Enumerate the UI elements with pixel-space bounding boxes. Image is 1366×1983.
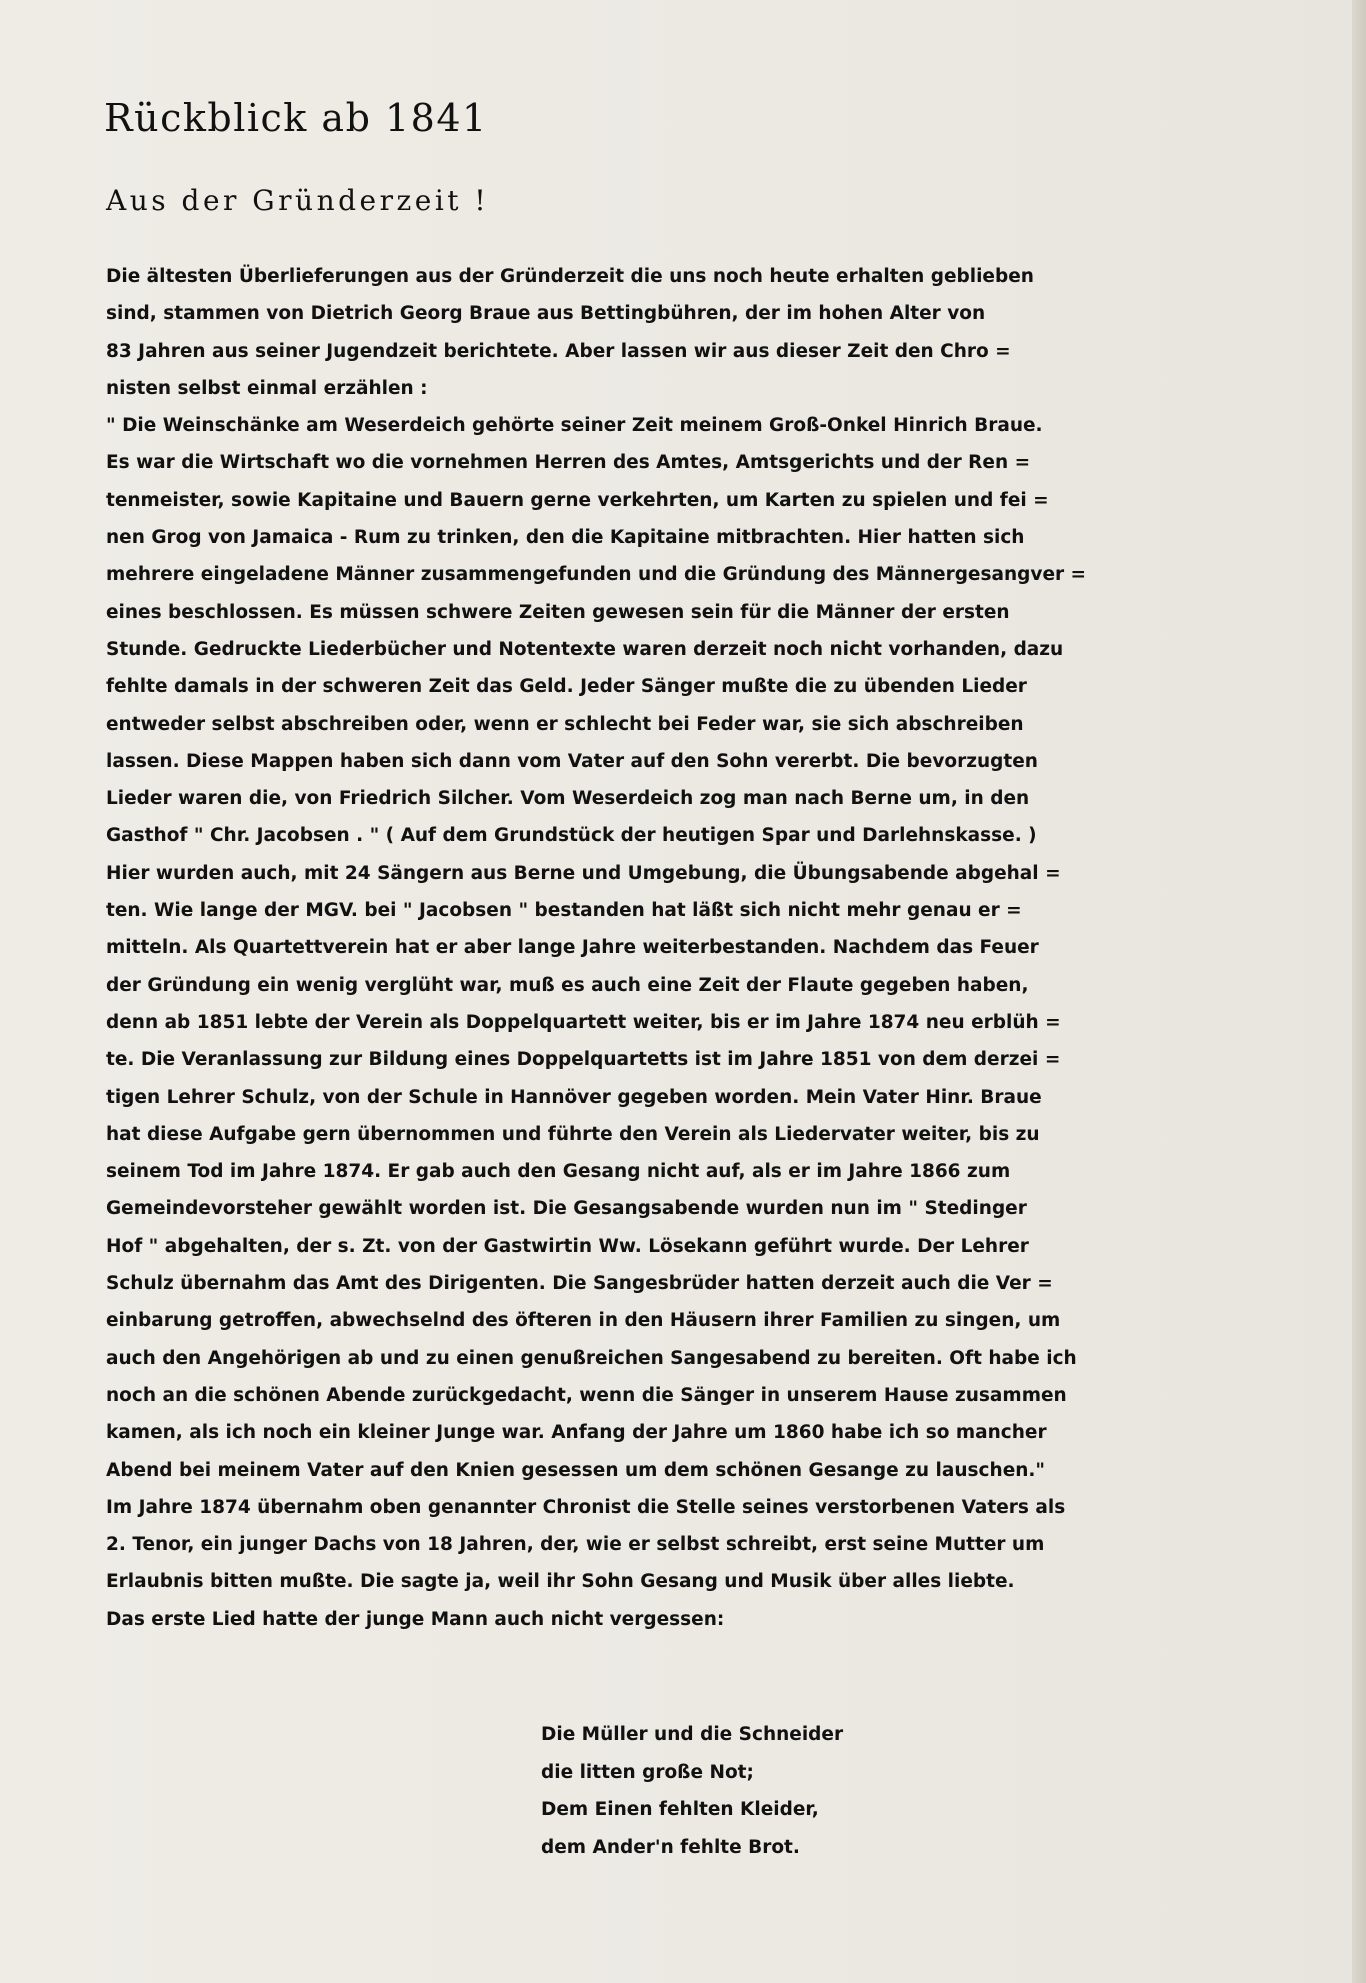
text-line: Lieder waren die, von Friedrich Silcher. Vom Weserdeich zog man nach Berne um, in den	[106, 788, 1030, 810]
text-line: Gemeindevorsteher gewählt worden ist. Die Gesangsabende wurden nun im " Stedinger	[106, 1198, 1027, 1220]
text-line: Im Jahre 1874 übernahm oben genannter Chronist die Stelle seines verstorbenen Vaters als	[106, 1496, 1066, 1518]
text-line: mitteln. Als Quartettverein hat er aber lange Jahre weiterbestanden. Nachdem das Feuer	[106, 937, 1039, 959]
text-line: kamen, als ich noch ein kleiner Junge war. Anfang der Jahre um 1860 habe ich so mancher	[106, 1422, 1047, 1444]
text-line: seinem Tod im Jahre 1874. Er gab auch den Gesang nicht auf, als er im Jahre 1866 zum	[106, 1161, 1011, 1183]
text-line: sind, stammen von Dietrich Georg Braue aus Bettingbühren, der im hohen Alter von	[106, 303, 986, 325]
text-line: Schulz übernahm das Amt des Dirigenten. Die Sangesbrüder hatten derzeit auch die Ver =	[106, 1273, 1053, 1295]
section-subtitle: Aus der Gründerzeit !	[106, 184, 490, 217]
text-line: eines beschlossen. Es müssen schwere Zeiten gewesen sein für die Männer der ersten	[106, 601, 1010, 623]
text-line: hat diese Aufgabe gern übernommen und führte den Verein als Liedervater weiter, bis zu	[106, 1123, 1040, 1145]
text-line: lassen. Diese Mappen haben sich dann vom Vater auf den Sohn vererbt. Die bevorzugten	[106, 750, 1038, 772]
text-line: einbarung getroffen, abwechselnd des öfteren in den Häusern ihrer Familien zu singen, um	[106, 1310, 1061, 1332]
text-line: der Gründung ein wenig verglüht war, muß es auch eine Zeit der Flaute gegeben haben,	[106, 974, 1029, 996]
text-line: te. Die Veranlassung zur Bildung eines Doppelquartetts ist im Jahre 1851 von dem derzei =	[106, 1049, 1061, 1071]
body-text	[106, 258, 1358, 1638]
text-line: Abend bei meinem Vater auf den Knien gesessen um dem schönen Gesange zu lauschen."	[106, 1459, 1046, 1481]
poem-line: Dem Einen fehlten Kleider,	[541, 1799, 819, 1820]
poem-line: dem Ander'n fehlte Brot.	[541, 1836, 800, 1858]
text-line: 83 Jahren aus seiner Jugendzeit berichtete. Aber lassen wir aus dieser Zeit den Chro =	[106, 340, 1011, 362]
text-line: mehrere eingeladene Männer zusammengefunden und die Gründung des Männergesangver =	[106, 564, 1087, 586]
text-line: auch den Angehörigen ab und zu einen genußreichen Sangesabend zu bereiten. Oft habe ich	[106, 1347, 1077, 1369]
text-line: " Die Weinschänke am Weserdeich gehörte seiner Zeit meinem Groß-Onkel Hinrich Braue.	[106, 415, 1043, 437]
text-line: Es war die Wirtschaft wo die vornehmen Herren des Amtes, Amtsgerichts und der Ren =	[106, 452, 1031, 474]
text-line: Hier wurden auch, mit 24 Sängern aus Berne und Umgebung, die Übungsabende abgehal =	[106, 862, 1061, 884]
text-line: Stunde. Gedruckte Liederbücher und Notentexte waren derzeit noch nicht vorhanden, dazu	[106, 638, 1064, 660]
text-line: entweder selbst abschreiben oder, wenn er schlecht bei Feder war, sie sich abschreiben	[106, 713, 1024, 735]
text-line: Erlaubnis bitten mußte. Die sagte ja, weil ihr Sohn Gesang und Musik über alles liebte.	[106, 1571, 1015, 1593]
poem-line: Die Müller und die Schneider	[541, 1724, 844, 1745]
text-line: nisten selbst einmal erzählen :	[106, 377, 428, 399]
text-line: ten. Wie lange der MGV. bei " Jacobsen " bestanden hat läßt sich nicht mehr genau er =	[106, 900, 1022, 922]
text-line: Die ältesten Überlieferungen aus der Gründerzeit die uns noch heute erhalten geblieben	[106, 266, 1034, 287]
page-title: Rückblick ab 1841	[104, 96, 488, 140]
text-line: 2. Tenor, ein junger Dachs von 18 Jahren, der, wie er selbst schreibt, erst seine Mutter um	[106, 1534, 1045, 1556]
poem	[541, 1716, 843, 1866]
text-line: tenmeister, sowie Kapitaine und Bauern gerne verkehrten, um Karten zu spielen und fei =	[106, 489, 1049, 511]
text-line: nen Grog von Jamaica - Rum zu trinken, den die Kapitaine mitbrachten. Hier hatten sich	[106, 527, 1025, 549]
text-line: denn ab 1851 lebte der Verein als Doppelquartett weiter, bis er im Jahre 1874 neu erblüh =	[106, 1011, 1061, 1033]
text-line: Gasthof " Chr. Jacobsen . " ( Auf dem Grundstück der heutigen Spar und Darlehnskasse. )	[106, 825, 1037, 847]
text-line: tigen Lehrer Schulz, von der Schule in Hannöver gegeben worden. Mein Vater Hinr. Braue	[106, 1086, 1042, 1108]
text-line: Hof " abgehalten, der s. Zt. von der Gastwirtin Ww. Lösekann geführt wurde. Der Lehrer	[106, 1235, 1029, 1257]
text-line: Das erste Lied hatte der junge Mann auch nicht vergessen:	[106, 1608, 725, 1630]
text-line: noch an die schönen Abende zurückgedacht, wenn die Sänger in unserem Hause zusammen	[106, 1384, 1067, 1406]
text-line: fehlte damals in der schweren Zeit das Geld. Jeder Sänger mußte die zu übenden Lieder	[106, 676, 1027, 698]
poem-line: die litten große Not;	[541, 1761, 754, 1783]
